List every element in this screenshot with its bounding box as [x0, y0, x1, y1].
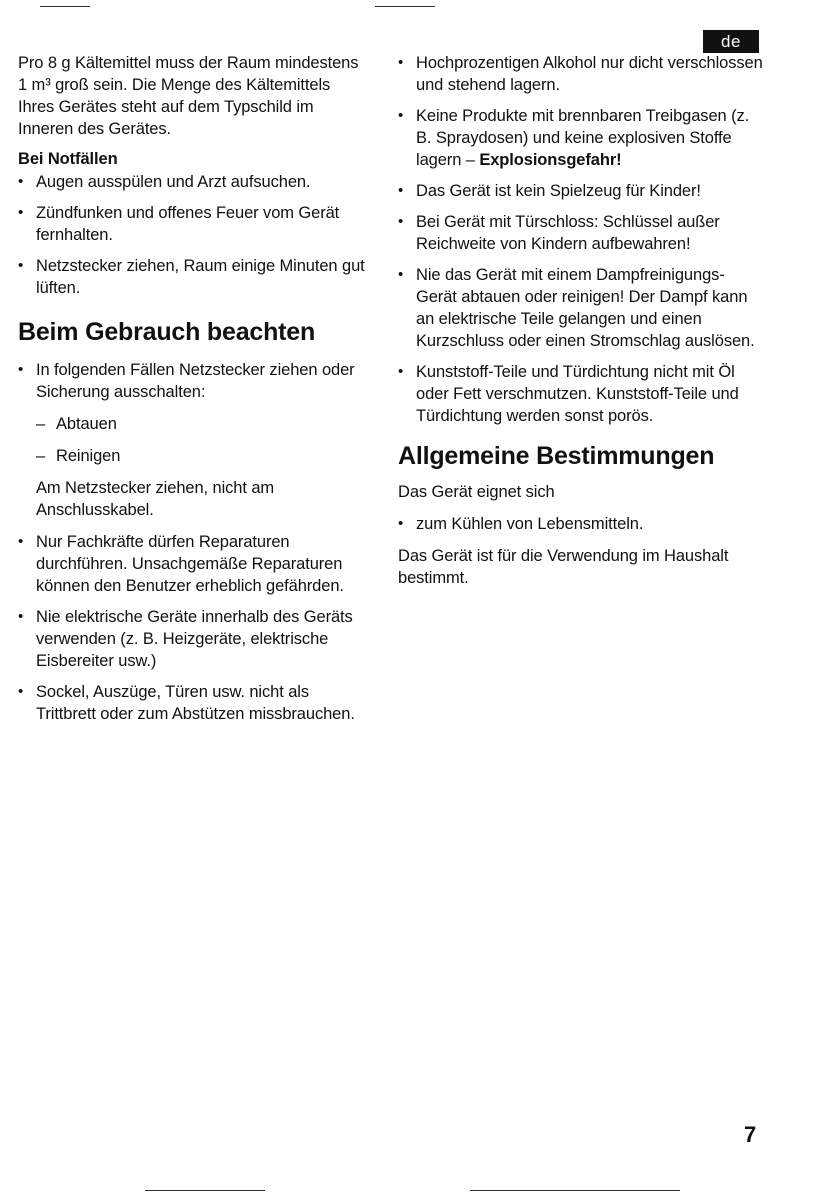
list-item: • In folgenden Fällen Netzstecker ziehen oder Sicherung ausschalten: [18, 359, 368, 403]
safety-list [398, 52, 768, 427]
right-column [398, 52, 768, 597]
list-item: • Bei Gerät mit Türschloss: Schlüssel außer Reichweite von Kindern aufbewahren! [398, 211, 768, 255]
list-item: • Kunststoff-Teile und Türdichtung nicht mit Öl oder Fett verschmutzen. Kunststoff-Teile und Türdichtung werden sonst porös. [398, 361, 768, 427]
list-item: • Nie elektrische Geräte innerhalb des Geräts verwenden (z. B. Heizgeräte, elektrische Eisbereiter usw.) [18, 606, 368, 672]
list-item: • Sockel, Auszüge, Türen usw. nicht als Trittbrett oder zum Abstützen missbrauchen. [18, 681, 368, 725]
unplug-list [18, 359, 368, 403]
emergency-heading: Bei Notfällen [18, 150, 118, 168]
emergency-list [18, 171, 368, 299]
unplug-cases-list [18, 413, 368, 467]
page-number: 7 [744, 1122, 757, 1147]
list-item: – Reinigen [18, 445, 368, 467]
list-item: • zum Kühlen von Lebensmitteln. [398, 513, 768, 535]
scan-edge-bottom-left [145, 1190, 265, 1191]
section-title-usage: Beim Gebrauch beachten [18, 318, 316, 346]
scan-edge-top-left [40, 6, 90, 7]
scan-edge-top-mid [375, 6, 435, 7]
list-item: • Zündfunken und offenes Feuer vom Gerät fernhalten. [18, 202, 368, 246]
list-item: • Augen ausspülen und Arzt aufsuchen. [18, 171, 368, 193]
refrigerant-room-size-text: Pro 8 g Kältemittel muss der Raum mindestens 1 m³ groß sein. Die Menge des Kältemittels Ihres Gerätes steht auf dem Typschild im Inneren des Gerätes. [18, 54, 359, 138]
list-item [398, 105, 768, 171]
list-item: • Nur Fachkräfte dürfen Reparaturen durchführen. Unsachgemäße Reparaturen können den Benutzer erheblich gefährden. [18, 531, 368, 597]
household-note: Das Gerät ist für die Verwendung im Haushalt bestimmt. [398, 547, 729, 587]
usage-list [18, 531, 368, 725]
section-title-general: Allgemeine Bestimmungen [398, 442, 715, 470]
explosion-warning: Explosionsgefahr! [479, 151, 622, 169]
left-column [18, 52, 368, 734]
language-badge: de [703, 30, 759, 53]
list-item: • Nie das Gerät mit einem Dampfreinigungs- Gerät abtauen oder reinigen! Der Dampf kann an elektrische Teile gelangen und einen Kurzschluss oder einen Stromschlag auslösen. [398, 264, 768, 352]
list-item: – Abtauen [18, 413, 368, 435]
list-item: • Netzstecker ziehen, Raum einige Minuten gut lüften. [18, 255, 368, 299]
list-item: • Das Gerät ist kein Spielzeug für Kinder! [398, 180, 768, 202]
list-item: • Hochprozentigen Alkohol nur dicht verschlossen und stehend lagern. [398, 52, 768, 96]
unplug-note: Am Netzstecker ziehen, nicht am Anschlusskabel. [36, 479, 275, 519]
purpose-list [398, 513, 768, 535]
propellant-text: Keine Produkte mit brennbaren Treibgasen (z. B. Spraydosen) und keine explosiven Stoffe lagern – [416, 107, 750, 169]
scan-edge-bottom-right [470, 1190, 680, 1191]
purpose-intro: Das Gerät eignet sich [398, 483, 555, 501]
